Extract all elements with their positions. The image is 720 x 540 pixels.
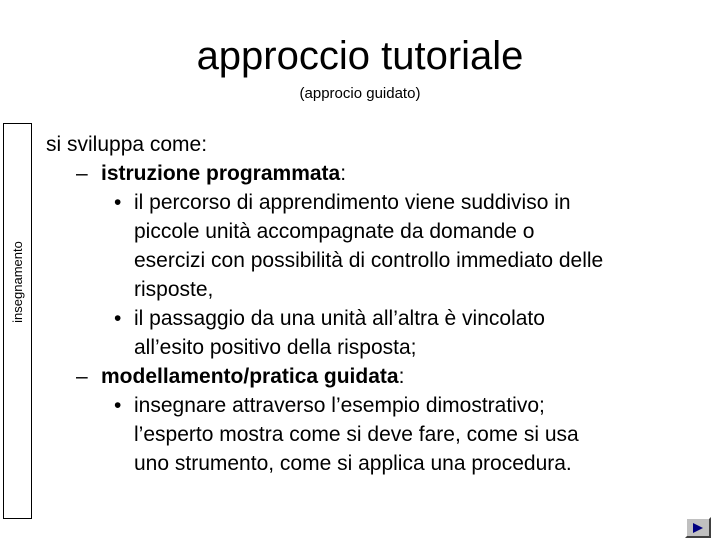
side-label: insegnamento — [9, 240, 25, 323]
item-heading: istruzione programmata — [101, 162, 341, 185]
play-triangle-icon — [691, 522, 705, 534]
item-heading-suffix: : — [340, 162, 347, 185]
list-item-modellamento-pratica-guidata — [46, 362, 696, 391]
bullet-line: esercizi con possibilità di controllo immediato delle — [134, 249, 604, 272]
bullet-marker: • — [114, 394, 122, 417]
bullet-line: insegnare attraverso l’esempio dimostrativo; — [134, 394, 545, 417]
dash-marker: – — [76, 365, 88, 388]
bullet-marker: • — [114, 191, 122, 214]
bullet-item — [46, 304, 696, 362]
side-label-box — [3, 123, 32, 519]
bullet-line: risposte, — [134, 278, 214, 301]
bullet-line: l’esperto mostra come si deve fare, come si usa — [134, 423, 579, 446]
list-item-istruzione-programmata — [46, 159, 696, 188]
bullet-line: uno strumento, come si applica una procedura. — [134, 452, 572, 475]
bullet-line: il passaggio da una unità all’altra è vincolato — [134, 307, 545, 330]
bullet-item — [46, 391, 696, 478]
bullet-marker: • — [114, 307, 122, 330]
item-heading-suffix: : — [398, 365, 405, 388]
dash-marker: – — [76, 162, 88, 185]
intro-text: si sviluppa come: — [46, 133, 208, 156]
next-slide-button[interactable] — [685, 517, 711, 538]
bullet-line: all’esito positivo della risposta; — [134, 336, 417, 359]
slide-subtitle: (approcio guidato) — [299, 85, 421, 102]
bullet-line: piccole unità accompagnate da domande o — [134, 220, 535, 243]
item-heading: modellamento/pratica guidata — [101, 365, 399, 388]
slide-title: approccio tutoriale — [196, 34, 524, 78]
slide-content — [46, 130, 696, 478]
bullet-line: il percorso di apprendimento viene suddiviso in — [134, 191, 571, 214]
bullet-item — [46, 188, 696, 304]
